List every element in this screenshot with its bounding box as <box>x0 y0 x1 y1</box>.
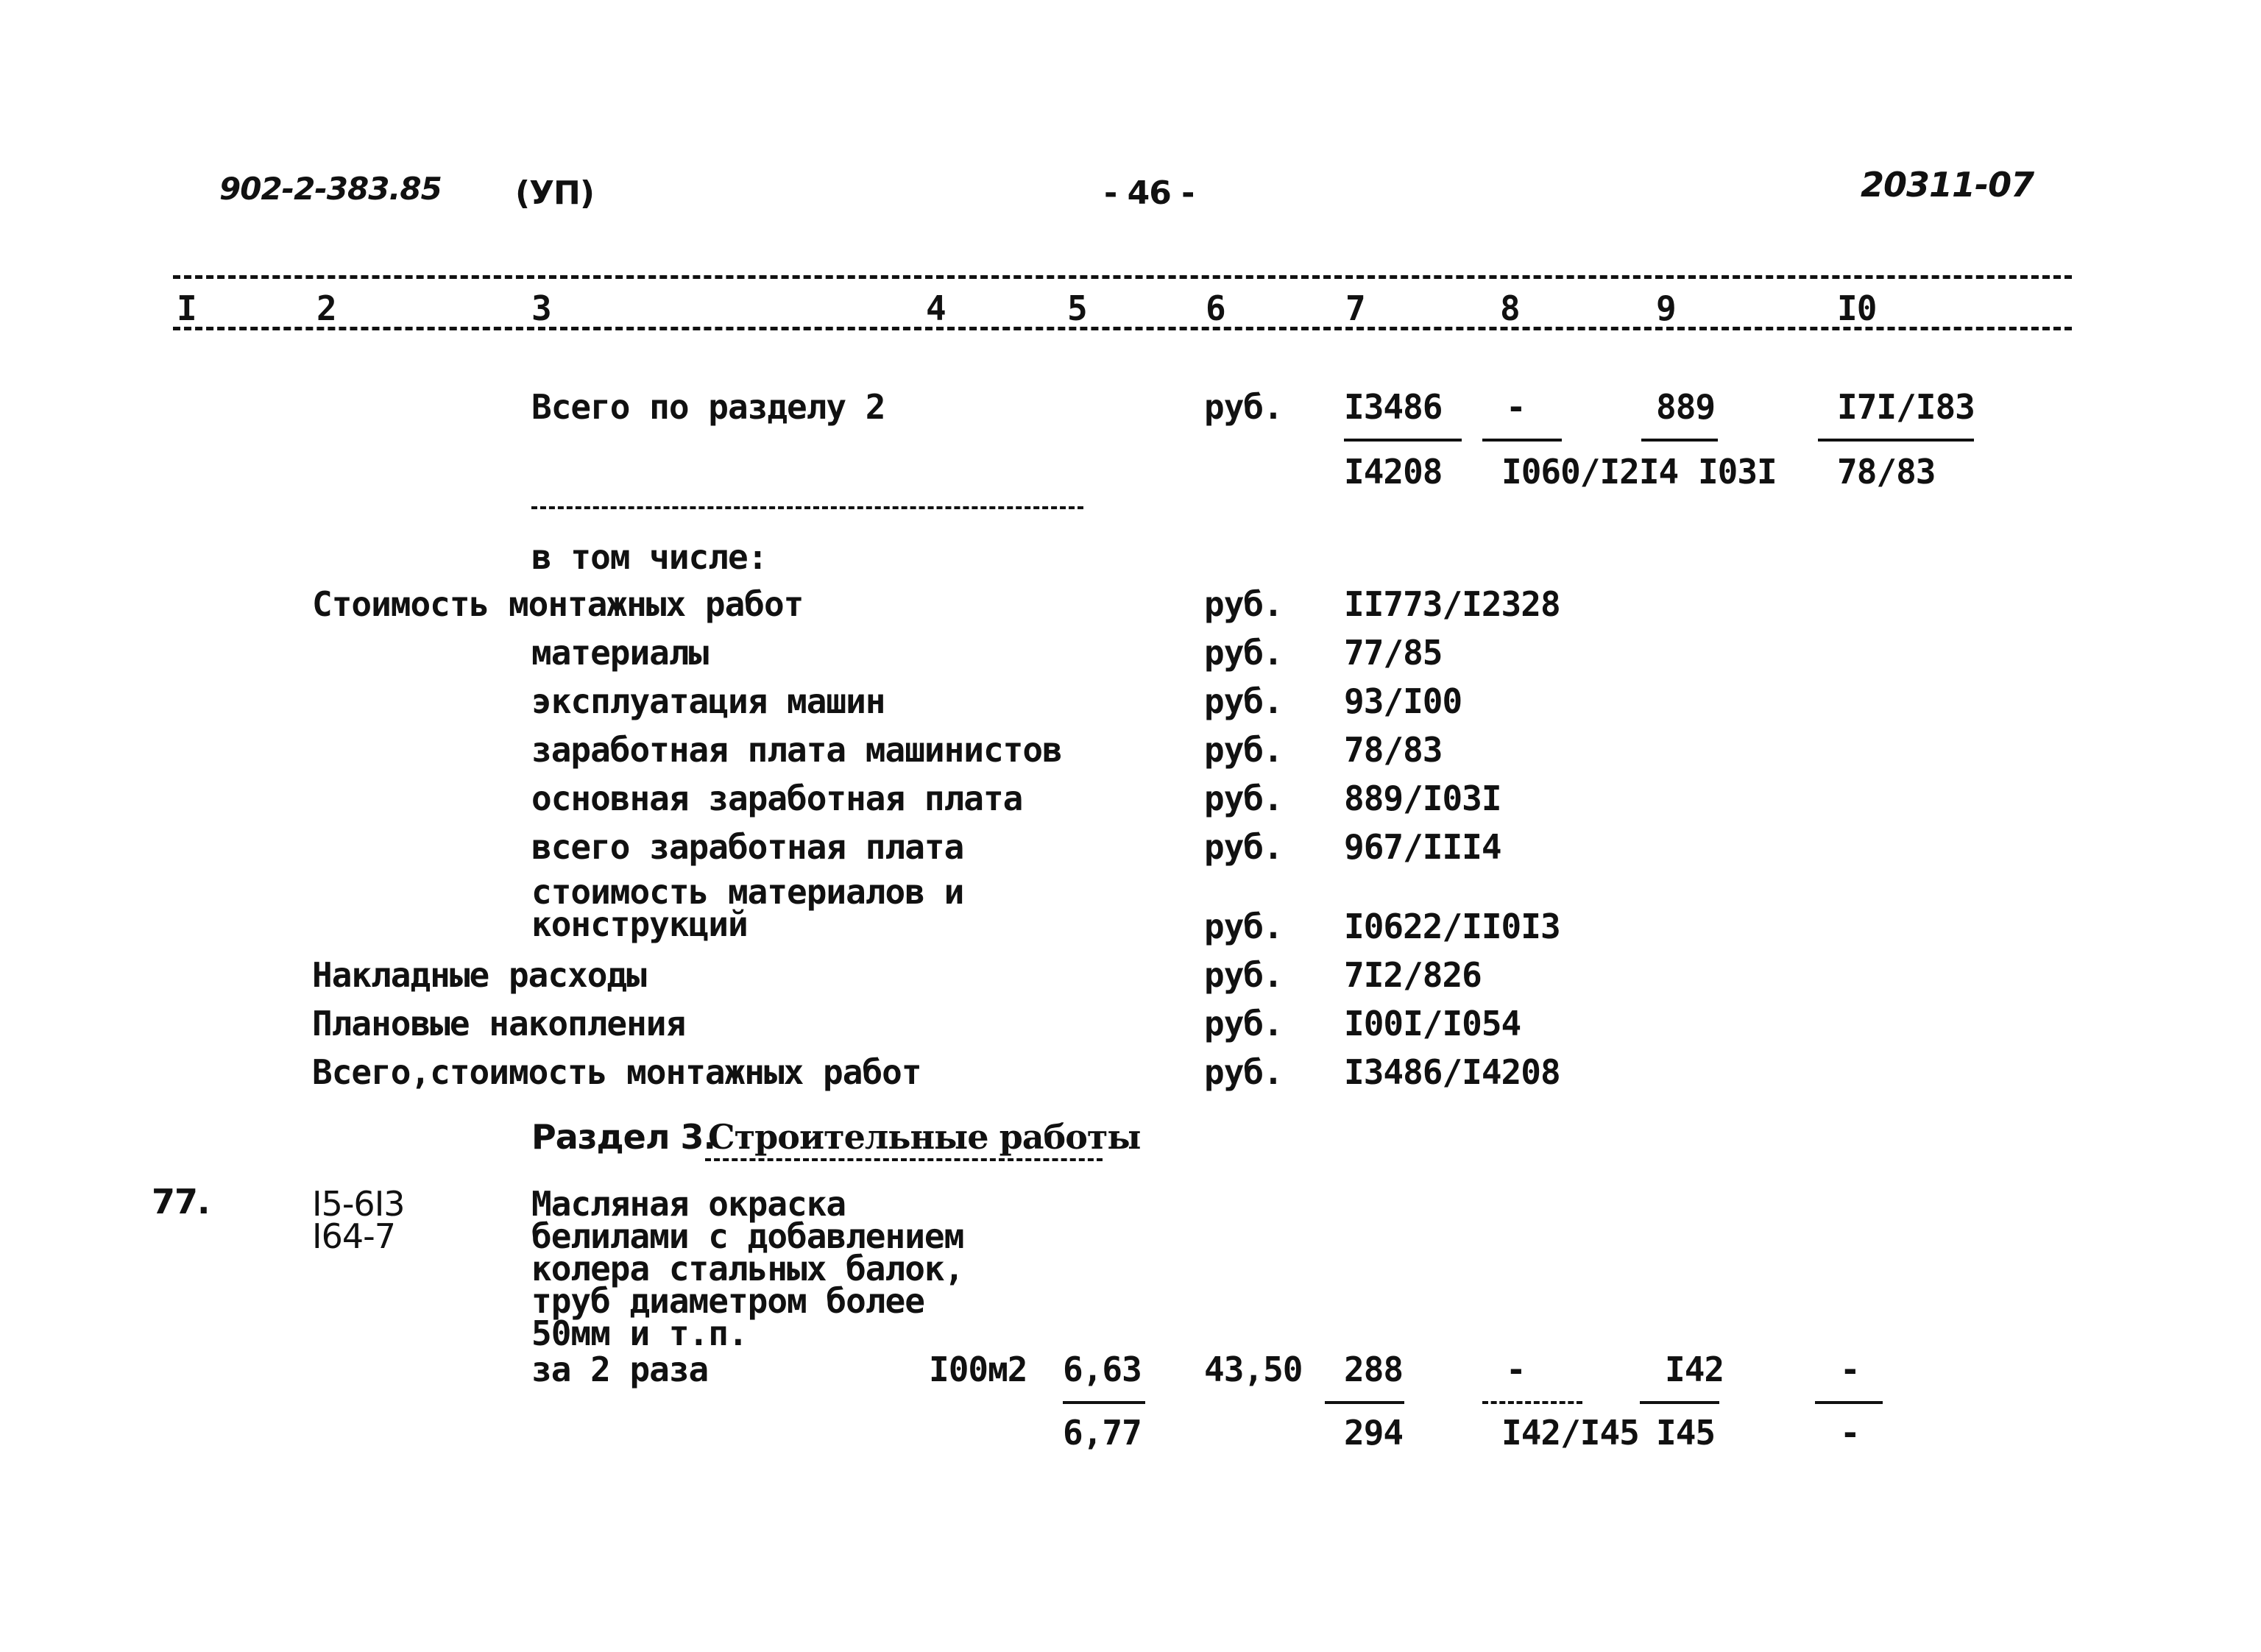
breakdown-value: 78/83 <box>1344 730 1443 770</box>
column-number-2: 2 <box>316 288 336 328</box>
section2-total-col9-top: 889 <box>1656 387 1716 427</box>
item-col7-top: 288 <box>1344 1350 1404 1389</box>
item-col9-bottom: I45 <box>1656 1413 1716 1453</box>
section3-title: Строительные работы <box>708 1117 1141 1157</box>
breakdown-label: заработная плата машинистов <box>531 730 1062 770</box>
breakdown-value: 889/I03I <box>1344 779 1501 818</box>
item-description-last-line: за 2 раза <box>531 1350 709 1389</box>
breakdown-label: материалы <box>531 633 709 673</box>
fraction-line <box>1063 1401 1145 1404</box>
breakdown-unit: руб. <box>1204 955 1283 995</box>
fraction-line <box>1325 1401 1404 1404</box>
item-codes: I5-6I3 I64-7 <box>312 1184 405 1256</box>
section2-total-unit: руб. <box>1204 387 1283 427</box>
item-unit: I00м2 <box>929 1350 1027 1389</box>
breakdown-unit: руб. <box>1204 1004 1283 1043</box>
breakdown-unit: руб. <box>1204 1052 1283 1092</box>
column-strip-top-border <box>173 275 2072 279</box>
item-col5-top: 6,63 <box>1063 1350 1142 1389</box>
breakdown-label: Накладные расходы <box>312 955 646 995</box>
breakdown-unit: руб. <box>1204 779 1283 818</box>
breakdown-value: II773/I2328 <box>1344 584 1560 624</box>
breakdown-value: I00I/I054 <box>1344 1004 1521 1043</box>
column-number-6: 6 <box>1206 288 1225 328</box>
fraction-line <box>1640 1401 1719 1404</box>
column-number-9: 9 <box>1656 288 1676 328</box>
fraction-line <box>1482 1401 1582 1404</box>
breakdown-unit: руб. <box>1204 633 1283 673</box>
section2-total-col8-9-bottom: I060/I2I4 I03I <box>1501 452 1777 492</box>
breakdown-unit: руб. <box>1204 827 1283 867</box>
breakdown-label: Стоимость монтажных работ <box>312 584 804 624</box>
page-number: - 46 - <box>1104 174 1195 212</box>
item-col10-bottom: - <box>1840 1413 1860 1453</box>
item-number: 77. <box>152 1182 210 1222</box>
breakdown-value: 77/85 <box>1344 633 1443 673</box>
document-code: 902-2-383.85 <box>219 171 442 207</box>
fraction-line <box>1818 439 1974 442</box>
item-col7-bottom: 294 <box>1344 1413 1404 1453</box>
breakdown-unit: руб. <box>1204 681 1283 721</box>
item-col9-top: I42 <box>1665 1350 1724 1389</box>
breakdown-label: Плановые накопления <box>312 1004 686 1043</box>
item-col5-bottom: 6,77 <box>1063 1413 1142 1453</box>
column-number-8: 8 <box>1500 288 1520 328</box>
breakdown-value: I0622/II0I3 <box>1344 907 1560 946</box>
section2-total-col7-top: I3486 <box>1344 387 1443 427</box>
column-number-4: 4 <box>926 288 946 328</box>
section3-prefix: Раздел 3. <box>531 1117 716 1157</box>
fraction-line <box>1344 439 1462 442</box>
fraction-line <box>1482 439 1562 442</box>
section2-total-col8-top: - <box>1506 387 1526 427</box>
column-number-3: 3 <box>531 288 551 328</box>
breakdown-value: 7I2/826 <box>1344 955 1482 995</box>
document-mark: (УП) <box>515 174 594 212</box>
fraction-line <box>1815 1401 1883 1404</box>
breakdown-unit: руб. <box>1204 730 1283 770</box>
breakdown-unit: руб. <box>1204 907 1283 946</box>
column-number-10: I0 <box>1837 288 1877 328</box>
breakdown-value: 967/III4 <box>1344 827 1501 867</box>
breakdown-value: 93/I00 <box>1344 681 1462 721</box>
item-description: Масляная окраска белилами с добавлением колера стальных балок, труб диаметром более 50мм и т.п. <box>531 1184 964 1353</box>
breakdown-label: основная заработная плата <box>531 779 1023 818</box>
section2-total-col10-top: I7I/I83 <box>1837 387 1975 427</box>
column-strip-bottom-border <box>173 327 2072 330</box>
section2-total-col10-bottom: 78/83 <box>1837 452 1936 492</box>
breakdown-label: Всего,стоимость монтажных работ <box>312 1052 921 1092</box>
separator-line <box>531 506 1083 509</box>
breakdown-label: стоимость материалов и конструкций <box>531 872 964 944</box>
column-number-1: I <box>177 288 197 328</box>
item-col10-top: - <box>1840 1350 1860 1389</box>
sheet-code: 20311-07 <box>1861 165 2034 205</box>
breakdown-intro: в том числе: <box>531 537 768 577</box>
column-number-5: 5 <box>1067 288 1087 328</box>
breakdown-value: I3486/I4208 <box>1344 1052 1560 1092</box>
item-col8-bottom: I42/I45 <box>1501 1413 1639 1453</box>
item-col8-top: - <box>1506 1350 1526 1389</box>
column-number-7: 7 <box>1345 288 1365 328</box>
section2-total-col7-bottom: I4208 <box>1344 452 1443 492</box>
breakdown-unit: руб. <box>1204 584 1283 624</box>
item-col6: 43,50 <box>1204 1350 1303 1389</box>
section3-title-underline <box>705 1158 1103 1161</box>
fraction-line <box>1641 439 1718 442</box>
breakdown-label: эксплуатация машин <box>531 681 885 721</box>
breakdown-label: всего заработная плата <box>531 827 964 867</box>
section2-total-label: Всего по разделу 2 <box>531 387 885 427</box>
